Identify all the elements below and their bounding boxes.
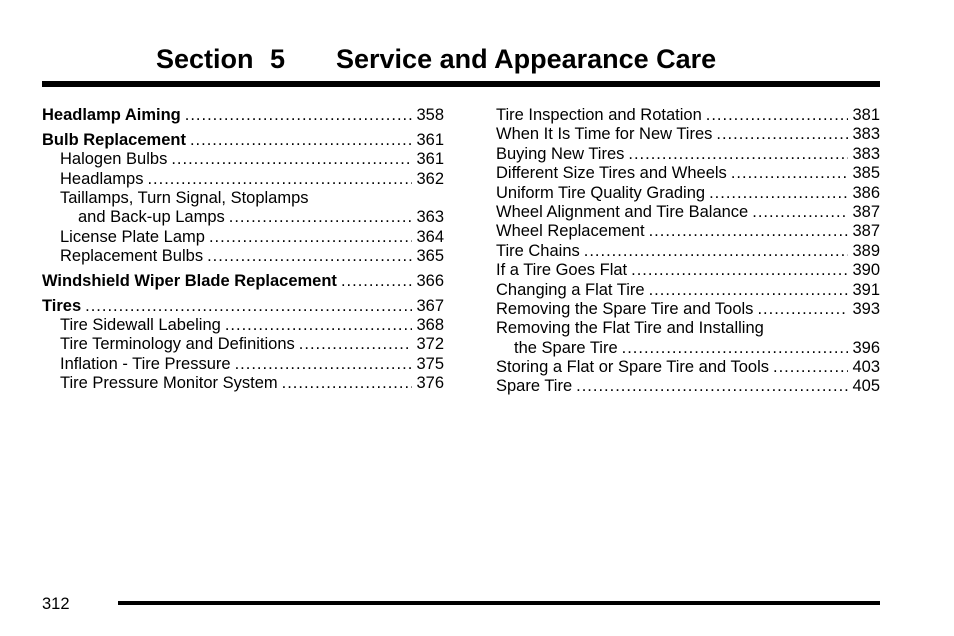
toc-entry-storing-flat-spare[interactable]: Storing a Flat or Spare Tire and Tools ..... 403 bbox=[496, 358, 880, 377]
toc-entry-tire-goes-flat[interactable]: If a Tire Goes Flat ..... 390 bbox=[496, 261, 880, 280]
toc-entry-different-size-tires[interactable]: Different Size Tires and Wheels ..... 385 bbox=[496, 164, 880, 183]
toc-entry-tire-inspection[interactable]: Tire Inspection and Rotation ..... 381 bbox=[496, 106, 880, 125]
toc-entry-headlamps[interactable]: Headlamps ..... 362 bbox=[42, 170, 444, 189]
toc-entry-tire-sidewall-labeling[interactable]: Tire Sidewall Labeling ..... 368 bbox=[42, 316, 444, 335]
toc-entry-tire-terminology[interactable]: Tire Terminology and Definitions ..... 372 bbox=[42, 335, 444, 354]
toc-entry-taillamps-line1[interactable]: Taillamps, Turn Signal, Stoplamps bbox=[60, 188, 309, 207]
toc-entry-removing-flat-line1[interactable]: Removing the Flat Tire and Installing bbox=[496, 319, 764, 338]
toc-entry-tires[interactable]: Tires ..... 367 bbox=[42, 297, 444, 316]
page-number: 312 bbox=[42, 595, 70, 613]
toc-entry-replacement-bulbs[interactable]: Replacement Bulbs ..... 365 bbox=[42, 247, 444, 266]
toc-entry-changing-flat-tire[interactable]: Changing a Flat Tire ..... 391 bbox=[496, 281, 880, 300]
toc-entry-bulb-replacement[interactable]: Bulb Replacement ..... 361 bbox=[42, 131, 444, 150]
toc-entry-removing-spare-tire[interactable]: Removing the Spare Tire and Tools ..... 393 bbox=[496, 300, 880, 319]
section-title: Service and Appearance Care bbox=[336, 44, 717, 74]
toc-entry-new-tires-time[interactable]: When It Is Time for New Tires ..... 383 bbox=[496, 125, 880, 144]
toc-entry-spare-tire[interactable]: Spare Tire ..... 405 bbox=[496, 377, 880, 396]
heading-rule bbox=[42, 81, 880, 87]
toc-entry-inflation-tire-pressure[interactable]: Inflation - Tire Pressure ..... 375 bbox=[42, 355, 444, 374]
footer-rule bbox=[118, 601, 880, 605]
toc-left-column bbox=[42, 106, 444, 394]
toc-entry-wheel-replacement[interactable]: Wheel Replacement ..... 387 bbox=[496, 222, 880, 241]
toc-entry-wheel-alignment[interactable]: Wheel Alignment and Tire Balance ..... 387 bbox=[496, 203, 880, 222]
toc-entry-headlamp-aiming[interactable]: Headlamp Aiming ..... 358 bbox=[42, 106, 444, 125]
toc-right-column bbox=[496, 106, 880, 397]
toc-entry-license-plate-lamp[interactable]: License Plate Lamp ..... 364 bbox=[42, 228, 444, 247]
toc-entry-tire-chains[interactable]: Tire Chains ..... 389 bbox=[496, 242, 880, 261]
toc-entry-removing-flat-line2[interactable]: the Spare Tire ..... 396 bbox=[496, 339, 880, 358]
section-word: Section bbox=[156, 44, 254, 74]
toc-entry-windshield-wiper[interactable]: Windshield Wiper Blade Replacement ..... 366 bbox=[42, 272, 444, 291]
toc-entry-tire-pressure-monitor[interactable]: Tire Pressure Monitor System ..... 376 bbox=[42, 374, 444, 393]
toc-entry-uniform-tire-grading[interactable]: Uniform Tire Quality Grading ..... 386 bbox=[496, 184, 880, 203]
toc-entry-buying-new-tires[interactable]: Buying New Tires ..... 383 bbox=[496, 145, 880, 164]
section-number: 5 bbox=[270, 44, 286, 74]
toc-entry-taillamps-line2[interactable]: and Back-up Lamps ..... 363 bbox=[42, 208, 444, 227]
toc-entry-halogen-bulbs[interactable]: Halogen Bulbs ..... 361 bbox=[42, 150, 444, 169]
